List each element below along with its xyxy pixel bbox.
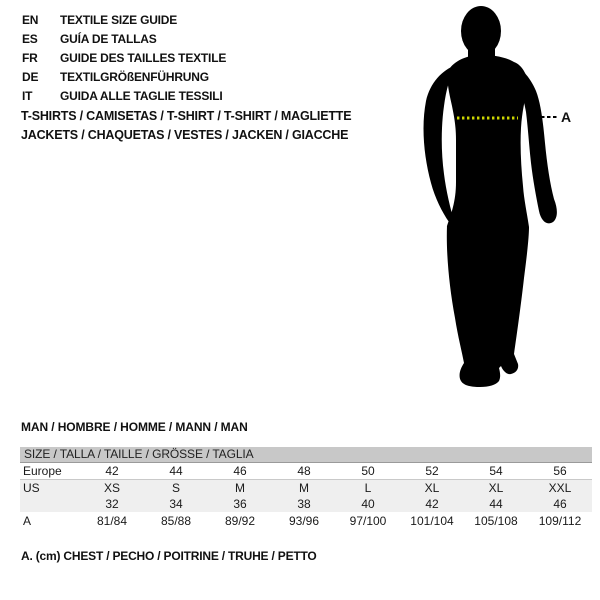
table-cell: 105/108 [474,513,518,528]
table-cell: 93/96 [288,513,320,528]
table-cell: 38 [297,497,311,511]
table-cell: XXL [548,481,572,495]
table-row-chest-cm [20,512,592,529]
table-cell: M [235,481,245,495]
table-cell: 81/84 [96,513,128,528]
table-cell: 101/104 [410,513,454,528]
table-row-us [20,480,592,496]
row-label: Europe [23,464,62,478]
silhouette-legs [447,226,529,387]
language-code: FR [22,51,38,65]
language-code: EN [22,13,39,27]
table-cell: 42 [425,497,439,511]
table-cell: 44 [489,497,503,511]
row-label: A [23,513,32,528]
row-label: US [23,481,40,495]
table-cell: 36 [233,497,247,511]
size-table [20,447,592,529]
table-row-europe [20,463,592,480]
language-code: IT [22,89,33,103]
language-title: TEXTILGRÖßENFÜHRUNG [60,70,209,84]
language-title: GUIDE DES TAILLES TEXTILE [60,51,227,65]
table-cell: XS [103,481,120,495]
table-cell: 42 [105,464,119,478]
table-cell: 32 [105,497,119,511]
table-cell: L [364,481,372,495]
table-cell: 109/112 [538,513,582,528]
table-cell: XL [424,481,440,495]
language-title: GUÍA DE TALLAS [60,32,157,46]
table-cell: 48 [297,464,311,478]
table-cell: 40 [361,497,375,511]
table-cell: 56 [553,464,567,478]
table-cell: 54 [489,464,503,478]
section-heading-man: MAN / HOMBRE / HOMME / MANN / MAN [21,420,248,434]
table-cell: 46 [233,464,247,478]
table-cell: 44 [169,464,183,478]
table-cell: 46 [553,497,567,511]
language-title: TEXTILE SIZE GUIDE [60,13,178,27]
measurement-footnote: A. (cm) CHEST / PECHO / POITRINE / TRUHE / PETTO [21,549,317,563]
size-table-header: SIZE / TALLA / TAILLE / GRÖSSE / TAGLIA [20,447,592,463]
table-cell: 34 [169,497,183,511]
table-row-alt-sizes [20,496,592,512]
table-cell: XL [488,481,504,495]
product-line-jackets: JACKETS / CHAQUETAS / VESTES / JACKEN / GIACCHE [21,128,349,142]
table-cell: 52 [425,464,439,478]
language-code: DE [22,70,39,84]
table-cell: 97/100 [349,513,387,528]
table-cell: 89/92 [224,513,256,528]
table-cell: M [299,481,309,495]
table-cell: 50 [361,464,375,478]
language-code: ES [22,32,38,46]
measure-label-a: A [561,109,572,125]
table-cell: S [171,481,180,495]
silhouette-torso [447,55,529,241]
language-title: GUIDA ALLE TAGLIE TESSILI [60,89,223,103]
table-cell: 85/88 [160,513,192,528]
product-line-tshirts: T-SHIRTS / CAMISETAS / T-SHIRT / T-SHIRT / MAGLIETTE [21,109,352,123]
